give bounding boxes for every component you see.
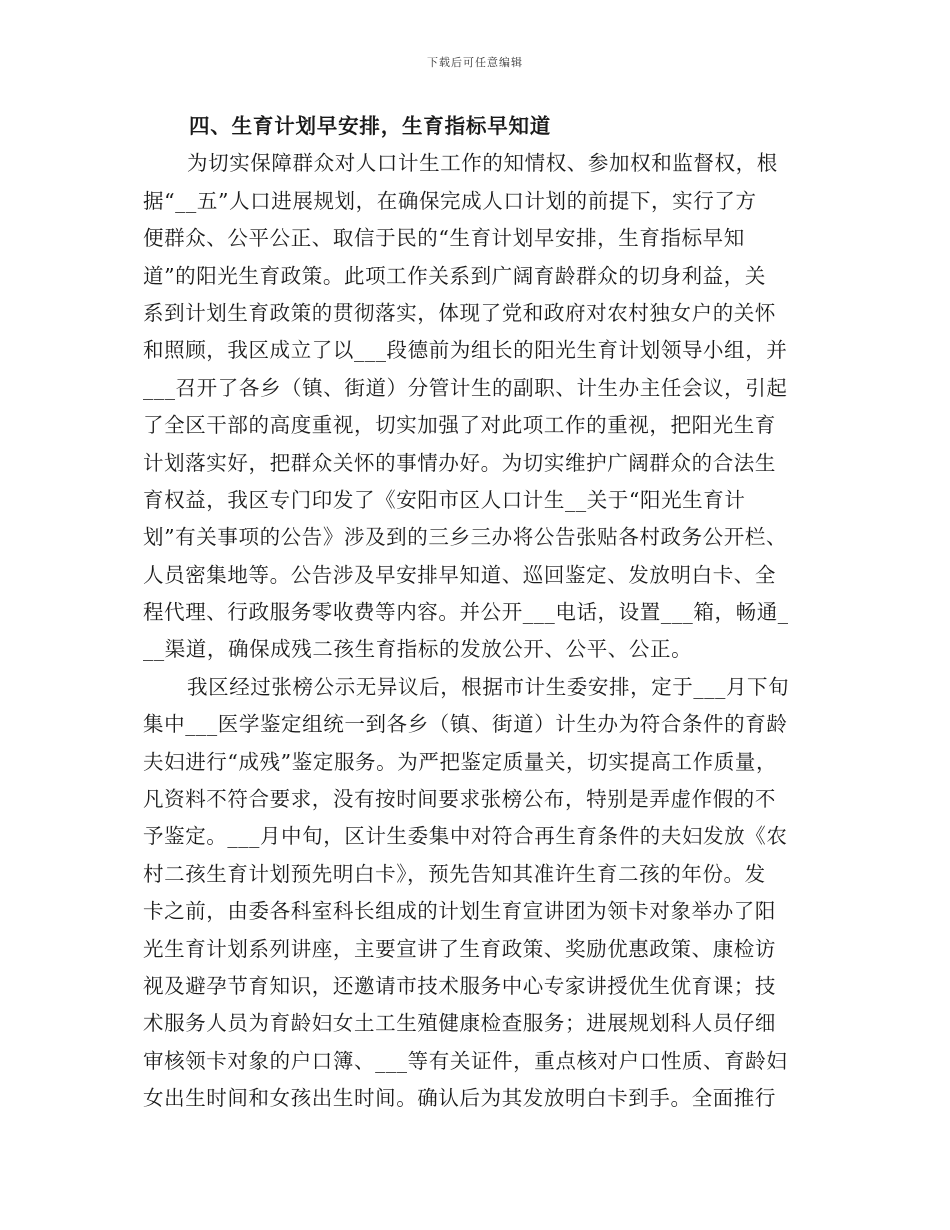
- text-line: 系到计划生育政策的贯彻落实，体现了党和政府对农村独女户的关怀: [143, 300, 776, 325]
- text-line: 为切实保障群众对人口计生工作的知情权、参加权和监督权，根: [187, 151, 778, 176]
- paragraph-2: [143, 669, 803, 1118]
- text-line: 计划落实好，把群众关怀的事情办好。为切实维护广阔群众的合法生: [143, 450, 776, 475]
- text-line: 集中___医学鉴定组统一到各乡（镇、街道）计生办为符合条件的育龄: [143, 712, 788, 737]
- text-line: 划”有关事项的公告》涉及到的三乡三办将公告张贴各村政务公开栏、: [143, 525, 788, 550]
- text-line: __渠道，确保成残二孩生育指标的发放公开、公平、公正。: [143, 637, 693, 662]
- text-line: 夫妇进行“成残”鉴定服务。为严把鉴定质量关，切实提高工作质量，: [143, 749, 778, 774]
- text-line: 道”的阳光生育政策。此项工作关系到广阔育龄群众的切身利益，关: [143, 263, 766, 288]
- text-line: 了全区干部的高度重视，切实加强了对此项工作的重视，把阳光生育: [143, 413, 776, 438]
- text-line: 视及避孕节育知识，还邀请市技术服务中心专家讲授优生优育课；技: [143, 973, 776, 998]
- text-line: 育权益，我区专门印发了《安阳市区人口计生__关于“阳光生育计: [143, 487, 746, 512]
- text-line: 据“__五”人口进展规划，在确保完成人口计划的前提下，实行了方: [143, 188, 757, 213]
- text-line: 程代理、行政服务零收费等内容。并公开___电话，设置___箱，畅通_: [143, 600, 789, 625]
- text-line: 我区经过张榜公示无异议后，根据市计生委安排，定于___月下旬: [187, 674, 790, 699]
- text-line: 术服务人员为育龄妇女土工生殖健康检查服务；进展规划科人员仔细: [143, 1011, 776, 1036]
- text-line: 光生育计划系列讲座，主要宣讲了生育政策、奖励优惠政策、康检访: [143, 936, 776, 961]
- text-line: 审核领卡对象的户口簿、___等有关证件，重点核对户口性质、育龄妇: [143, 1048, 788, 1073]
- text-line: 便群众、公平公正、取信于民的“生育计划早安排，生育指标早知: [143, 226, 745, 251]
- section-heading: 四、生育计划早安排，生育指标早知道: [189, 114, 552, 138]
- page-header: 下载后可任意编辑: [427, 56, 523, 69]
- text-line: 和照顾，我区成立了以___段德前为组长的阳光生育计划领导小组，并: [143, 338, 788, 363]
- text-line: 女出生时间和女孩出生时间。确认后为其发放明白卡到手。全面推行: [143, 1086, 776, 1111]
- text-line: 凡资料不符合要求，没有按时间要求张榜公布，特别是弄虚作假的不: [143, 787, 776, 812]
- text-line: 卡之前，由委各科室科长组成的计划生育宣讲团为领卡对象举办了阳: [143, 899, 776, 924]
- text-line: 村二孩生育计划预先明白卡》，预先告知其准许生育二孩的年份。发: [143, 861, 766, 886]
- text-line: 人员密集地等。公告涉及早安排早知道、巡回鉴定、发放明白卡、全: [143, 562, 776, 587]
- text-line: ___召开了各乡（镇、街道）分管计生的副职、计生办主任会议，引起: [143, 375, 788, 400]
- paragraph-1: [143, 145, 803, 668]
- text-line: 予鉴定。___月中旬，区计生委集中对符合再生育条件的夫妇发放《农: [143, 824, 788, 849]
- document-body: [143, 108, 803, 1118]
